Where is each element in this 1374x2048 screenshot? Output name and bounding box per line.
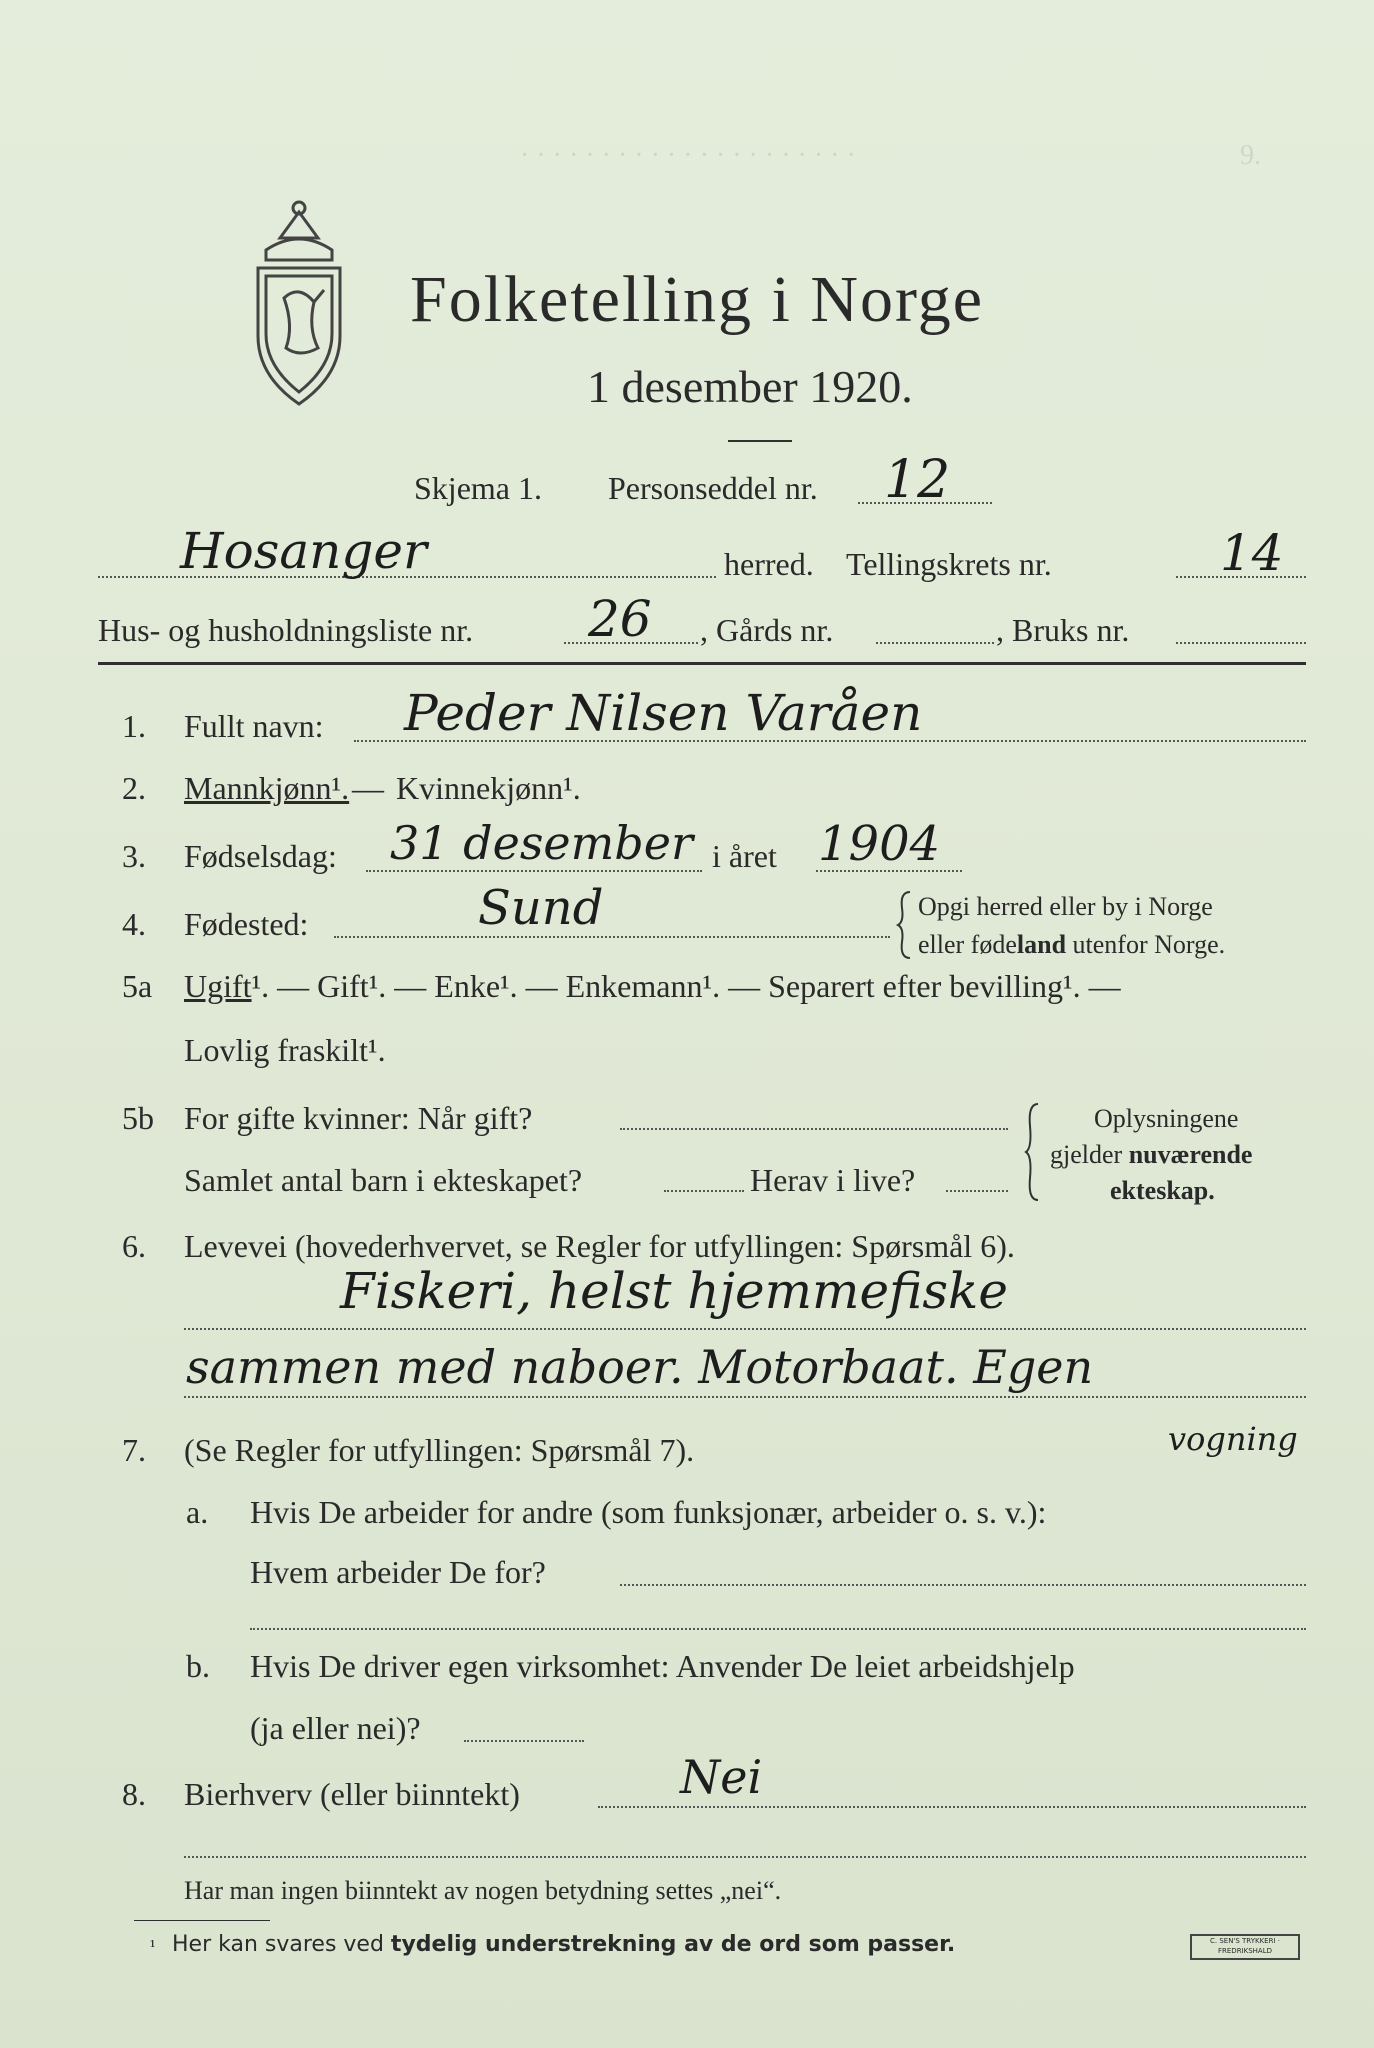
q6-answer-line2: sammen med naboer. Motorbaat. Egen [186, 1340, 1094, 1394]
q3-label: Fødselsdag: [184, 838, 337, 874]
bleed-through-text: 9. [1240, 140, 1261, 171]
q8-value: Nei [680, 1750, 763, 1804]
q4-note-line1: Opgi herred eller by i Norge [918, 892, 1213, 921]
q7a-field-line2 [250, 1628, 1306, 1630]
census-date: 1 desember 1920. [587, 361, 913, 412]
q5a-number: 5a [122, 968, 153, 1004]
q6-number: 6. [122, 1228, 146, 1264]
q5a-line2: Lovlig fraskilt¹. [184, 1032, 386, 1068]
bruks-field-line [1176, 642, 1306, 644]
bruks-label: , Bruks nr. [996, 612, 1130, 648]
q7a-question: Hvem arbeider De for? [250, 1554, 546, 1590]
q6-answer-line1: Fiskeri, helst hjemmefiske [340, 1262, 1008, 1320]
q2-separator: — [352, 770, 384, 806]
q5b-note3: ekteskap. [1110, 1176, 1215, 1205]
q7a-number: a. [186, 1494, 209, 1530]
q7a-field-line1 [620, 1584, 1306, 1586]
q4-label: Fødested: [184, 906, 309, 942]
q7b-field-line [464, 1740, 584, 1742]
q5b-note2: gjelder nuværende [1050, 1140, 1253, 1169]
q8-number: 8. [122, 1776, 146, 1812]
footnote-mark: ¹ [150, 1936, 156, 1956]
bottom-note: Har man ingen biinntekt av nogen betydning settes „nei“. [184, 1876, 782, 1905]
q5a-ugift: Ugift [184, 968, 252, 1004]
printer-stamp: C. SEN'S TRYKKERI · FREDRIKSHALD [1190, 1934, 1300, 1960]
q4-brace-icon [896, 890, 912, 960]
q3-year-label: i året [712, 838, 777, 874]
footnote-text: Her kan svares ved tydelig understrekning av de ord som passer. [172, 1932, 956, 1957]
q3-number: 3. [122, 838, 146, 874]
husholdningsliste-label: Hus- og husholdningsliste nr. [98, 612, 474, 648]
gards-field-line [876, 642, 994, 644]
herred-value: Hosanger [180, 522, 427, 580]
q2-mannkjonn: Mannkjønn¹. [184, 770, 350, 806]
footnote-divider [134, 1920, 270, 1921]
q3-day-field-line [366, 870, 702, 872]
q7b-question: (ja eller nei)? [250, 1710, 421, 1746]
q5b-alive-field-line [946, 1190, 1008, 1192]
tellingskrets-value: 14 [1220, 524, 1284, 582]
q7b-number: b. [186, 1648, 210, 1684]
q1-number: 1. [122, 708, 146, 744]
q4-note-line2: eller fødeland utenfor Norge. [918, 930, 1226, 959]
form-title: Folketelling i Norge [410, 263, 985, 336]
husholdningsliste-value: 26 [588, 590, 652, 648]
q8-label: Bierhverv (eller biinntekt) [184, 1776, 520, 1812]
q4-field-line [334, 936, 890, 938]
q3-birth-day: 31 desember [390, 816, 693, 870]
q5b-line1: For gifte kvinner: Når gift? [184, 1100, 533, 1136]
q5b-brace-icon [1024, 1102, 1040, 1202]
herred-label: herred. [724, 546, 814, 582]
q6-answer-line3: vogning [1168, 1420, 1298, 1458]
q5b-when-married-field-line [620, 1128, 1008, 1130]
q6-field-line1 [184, 1328, 1306, 1330]
tellingskrets-label: Tellingskrets nr. [846, 546, 1052, 582]
header-divider [98, 662, 1306, 665]
q6-label: Levevei (hovederhvervet, se Regler for utfyllingen: Spørsmål 6). [184, 1228, 1015, 1264]
skjema-label: Skjema 1. [414, 470, 542, 506]
coat-of-arms-icon [244, 198, 354, 410]
q8-field-line1 [598, 1806, 1306, 1808]
q2-number: 2. [122, 770, 146, 806]
q5b-number: 5b [122, 1100, 154, 1136]
q3-birth-year: 1904 [818, 816, 941, 872]
q7-number: 7. [122, 1432, 146, 1468]
bleed-through-text: · · · · · · · · · · · · · · · · · · · · · [520, 140, 856, 171]
personseddel-value: 12 [884, 450, 951, 510]
q7b-text: Hvis De driver egen virksomhet: Anvender De leiet arbeidshjelp [250, 1648, 1075, 1684]
q7-label: (Se Regler for utfyllingen: Spørsmål 7). [184, 1432, 695, 1468]
q5b-line2b: Herav i live? [750, 1162, 916, 1198]
q4-number: 4. [122, 906, 146, 942]
q7a-text: Hvis De arbeider for andre (som funksjonær, arbeider o. s. v.): [250, 1494, 1047, 1530]
personseddel-label: Personseddel nr. [608, 470, 818, 506]
q6-field-line2 [184, 1396, 1306, 1398]
q5b-children-field-line [664, 1190, 744, 1192]
q1-full-name: Peder Nilsen Varåen [404, 684, 923, 742]
q1-label: Fullt navn: [184, 708, 324, 744]
gards-label: , Gårds nr. [700, 612, 834, 648]
q5a-line1: Ugift¹. — Gift¹. — Enke¹. — Enkemann¹. — Separert efter bevilling¹. — [184, 968, 1121, 1004]
q5b-note1: Oplysningene [1094, 1104, 1239, 1133]
q5b-line2a: Samlet antal barn i ekteskapet? [184, 1162, 583, 1198]
q2-kvinnekjonn: Kvinnekjønn¹. [396, 770, 581, 806]
title-divider [728, 440, 792, 442]
q4-birthplace: Sund [478, 880, 604, 936]
q8-field-line2 [184, 1856, 1306, 1858]
